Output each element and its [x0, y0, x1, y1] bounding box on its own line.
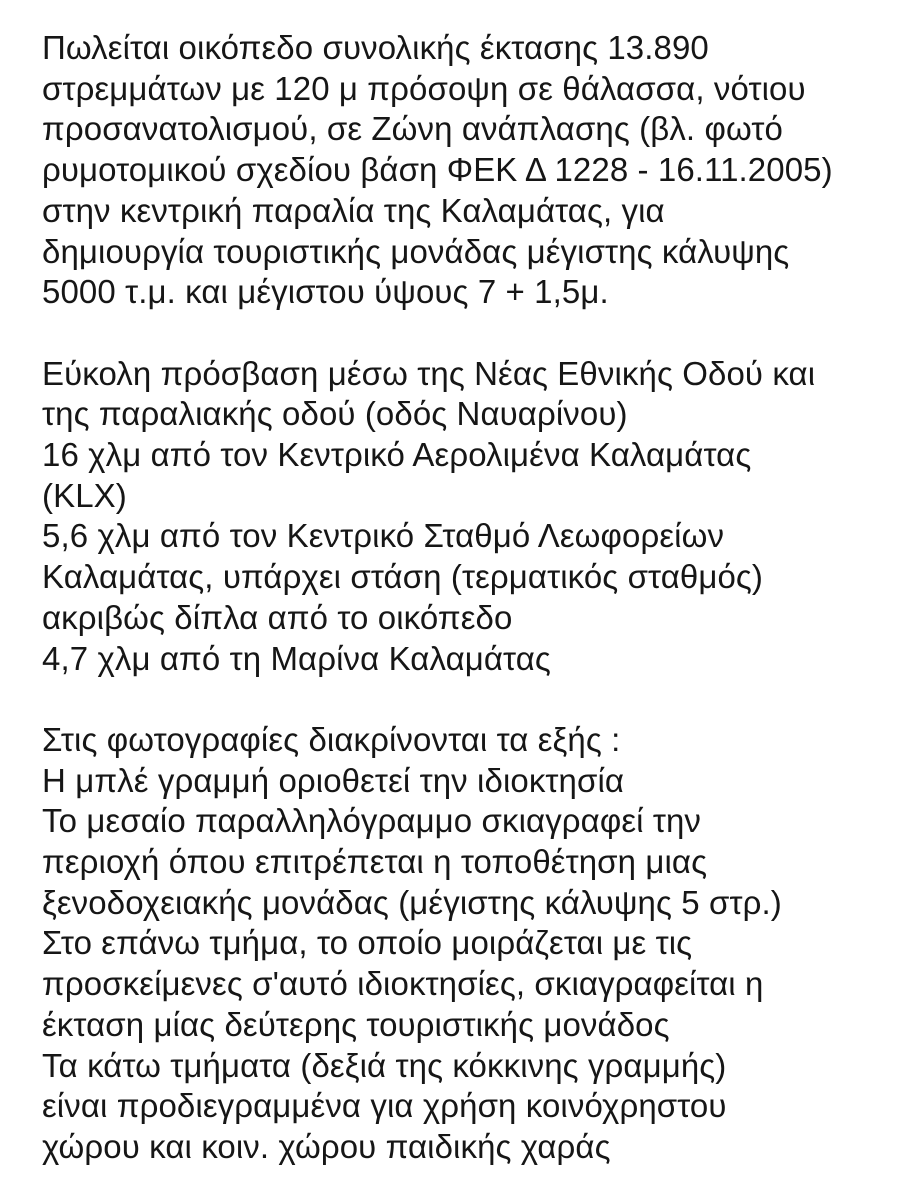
text-line: ρυμοτομικού σχεδίου βάση ΦΕΚ Δ 1228 - 16.11.2005)	[42, 151, 833, 189]
text-line: Στις φωτογραφίες διακρίνονται τα εξής :	[42, 720, 621, 758]
text-line: περιοχή όπου επιτρέπεται η τοποθέτηση μιας	[42, 843, 708, 881]
text-line: ακριβώς δίπλα από το οικόπεδο	[42, 598, 513, 636]
paragraph-spacer	[42, 313, 892, 354]
text-line: 5,6 χλμ από τον Κεντρικό Σταθμό Λεωφορείων	[42, 517, 725, 555]
text-line: 16 χλμ από τον Κεντρικό Αερολιμένα Καλαμάτας	[42, 436, 752, 474]
text-line: Τα κάτω τμήματα (δεξιά της κόκκινης γραμμής)	[42, 1046, 727, 1084]
text-line: δημιουργία τουριστικής μονάδας μέγιστης κάλυψης	[42, 232, 790, 270]
text-line: 4,7 χλμ από τη Μαρίνα Καλαμάτας	[42, 639, 551, 677]
text-line: (KLX)	[42, 476, 127, 514]
text-line: Καλαμάτας, υπάρχει στάση (τερματικός σταθμός)	[42, 558, 763, 596]
text-line: Εύκολη πρόσβαση μέσω της Νέας Εθνικής Οδού και	[42, 354, 816, 392]
text-line: είναι προδιεγραμμένα για χρήση κοινόχρηστου	[42, 1087, 727, 1125]
paragraph-photo-notes	[42, 720, 892, 1168]
text-line: στην κεντρική παραλία της Καλαμάτας, για	[42, 191, 665, 229]
text-line: Στο επάνω τμήμα, το οποίο μοιράζεται με τις	[42, 924, 693, 962]
text-line: Πωλείται οικόπεδο συνολικής έκτασης 13.890	[42, 29, 709, 66]
text-line: Το μεσαίο παραλληλόγραμμο σκιαγραφεί την	[42, 802, 702, 840]
text-line: ξενοδοχειακής μονάδας (μέγιστης κάλυψης 5 στρ.)	[42, 883, 782, 921]
paragraph-access	[42, 354, 892, 680]
text-line: προσκείμενες σ'αυτό ιδιοκτησίες, σκιαγραφείται η	[42, 965, 764, 1003]
listing-description	[42, 28, 892, 1168]
paragraph-spacer	[42, 679, 892, 720]
text-line: χώρου και κοιν. χώρου παιδικής χαράς	[42, 1127, 611, 1165]
text-line: στρεμμάτων με 120 μ πρόσοψη σε θάλασσα, νότιου	[42, 69, 806, 107]
text-line: της παραλιακής οδού (οδός Ναυαρίνου)	[42, 395, 628, 433]
text-line: Η μπλέ γραμμή οριοθετεί την ιδιοκτησία	[42, 761, 625, 799]
paragraph-property-overview	[42, 28, 892, 313]
text-line: έκταση μίας δεύτερης τουριστικής μονάδος	[42, 1005, 670, 1043]
text-line: 5000 τ.μ. και μέγιστου ύψους 7 + 1,5μ.	[42, 273, 609, 311]
text-line: προσανατολισμού, σε Ζώνη ανάπλασης (βλ. φωτό	[42, 110, 783, 148]
